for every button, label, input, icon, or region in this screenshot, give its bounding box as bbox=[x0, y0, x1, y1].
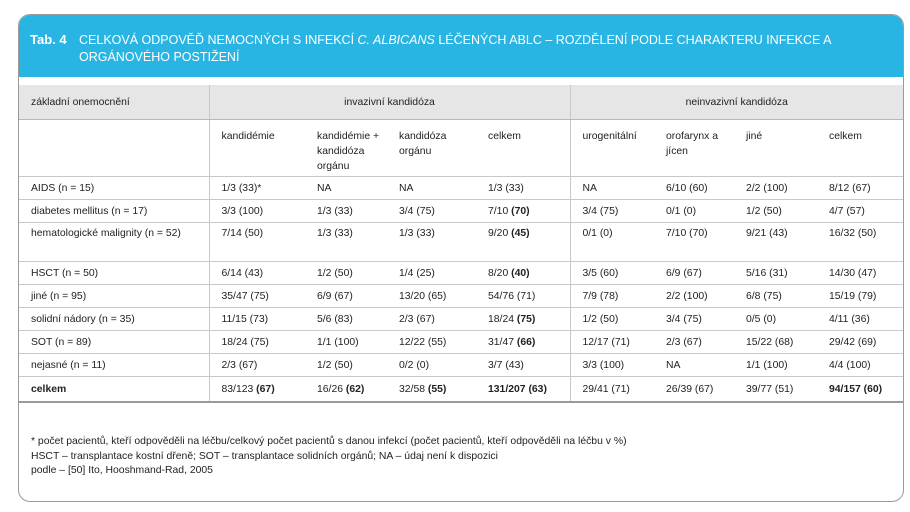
cell-value: 8/12 (67) bbox=[829, 182, 871, 194]
cell-value: 29/42 (69) bbox=[829, 336, 877, 348]
cell-value-bold: (40) bbox=[511, 267, 530, 279]
cell-value: 6/9 (67) bbox=[666, 267, 702, 279]
cell-value-bold: (75) bbox=[516, 313, 536, 325]
cell-value: 4/7 (57) bbox=[829, 205, 865, 217]
cell-value: 32/58 bbox=[399, 383, 428, 395]
cell-value: 2/3 (67) bbox=[399, 313, 435, 325]
total-row bbox=[19, 377, 903, 403]
column-header: kandidóza orgánu bbox=[387, 120, 476, 177]
cell-value-bold: (62) bbox=[345, 383, 365, 395]
cell-value: 11/15 (73) bbox=[221, 313, 269, 325]
table-cell bbox=[209, 223, 305, 262]
table-cell bbox=[570, 377, 654, 403]
table-cell bbox=[654, 200, 734, 223]
cell-value-bold: 131/207 (63) bbox=[488, 383, 547, 395]
cell-value: 18/24 (75) bbox=[221, 336, 269, 348]
row-label: jiné (n = 95) bbox=[19, 285, 209, 308]
column-header: jiné bbox=[734, 120, 817, 177]
table-cell bbox=[209, 354, 305, 377]
cell-value: 29/41 (71) bbox=[582, 383, 630, 395]
cell-value: 4/11 (36) bbox=[829, 313, 870, 325]
cell-value: 5/16 (31) bbox=[746, 267, 788, 279]
cell-value: 6/8 (75) bbox=[746, 290, 782, 302]
table-cell bbox=[570, 285, 654, 308]
row-label: diabetes mellitus (n = 17) bbox=[19, 200, 209, 223]
cell-value-bold: (70) bbox=[511, 205, 530, 217]
table-cell bbox=[654, 177, 734, 200]
row-label: nejasné (n = 11) bbox=[19, 354, 209, 377]
cell-value: 0/5 (0) bbox=[746, 313, 777, 325]
table-cell bbox=[305, 177, 387, 200]
table-cell bbox=[387, 354, 476, 377]
table-cell bbox=[654, 308, 734, 331]
table-cell bbox=[654, 285, 734, 308]
footnote: * počet pacientů, kteří odpověděli na léčbu/celkový počet pacientů s danou infekcí (počet pacientů, kteří odpověděli na léčbu v %) bbox=[31, 436, 627, 447]
table-cell bbox=[570, 308, 654, 331]
table-cell bbox=[305, 262, 387, 285]
cell-value: 2/2 (100) bbox=[746, 182, 788, 194]
table-cell bbox=[209, 308, 305, 331]
cell-value: 6/10 (60) bbox=[666, 182, 708, 194]
table-row bbox=[19, 285, 903, 308]
table-cell bbox=[476, 377, 570, 403]
cell-value: 7/10 bbox=[488, 205, 512, 217]
cell-value: 7/10 (70) bbox=[666, 228, 708, 239]
cell-value: NA bbox=[399, 182, 414, 194]
cell-value: 35/47 (75) bbox=[221, 290, 269, 302]
footnotes bbox=[31, 435, 627, 479]
row-label: SOT (n = 89) bbox=[19, 331, 209, 354]
row-label: solidní nádory (n = 35) bbox=[19, 308, 209, 331]
cell-value: 1/3 (33) bbox=[317, 228, 353, 239]
column-header: kandidémie bbox=[209, 120, 305, 177]
column-header: urogenitální bbox=[570, 120, 654, 177]
table-cell bbox=[209, 331, 305, 354]
cell-value: 26/39 (67) bbox=[666, 383, 714, 395]
header-row-subcolumns bbox=[19, 120, 903, 177]
table-cell bbox=[387, 285, 476, 308]
cell-value: 1/4 (25) bbox=[399, 267, 435, 279]
cell-value: 1/3 (33)* bbox=[221, 182, 262, 194]
table-row bbox=[19, 308, 903, 331]
table-row bbox=[19, 200, 903, 223]
table-cell bbox=[817, 285, 903, 308]
table-cell bbox=[734, 331, 817, 354]
table-cell bbox=[817, 200, 903, 223]
table-row bbox=[19, 354, 903, 377]
table-row bbox=[19, 331, 903, 354]
cell-value: 1/3 (33) bbox=[399, 228, 435, 239]
table-header-bar bbox=[19, 15, 903, 77]
table-cell bbox=[476, 285, 570, 308]
table-row bbox=[19, 223, 903, 262]
table-cell bbox=[817, 308, 903, 331]
column-header: celkem bbox=[476, 120, 570, 177]
cell-value: 0/1 (0) bbox=[666, 205, 697, 217]
cell-value: 9/20 bbox=[488, 228, 512, 239]
header-blank-cell bbox=[19, 120, 209, 177]
cell-value: NA bbox=[582, 182, 597, 194]
cell-value: 1/2 (50) bbox=[317, 267, 353, 279]
table-cell bbox=[305, 308, 387, 331]
cell-value-bold: (66) bbox=[516, 336, 536, 348]
cell-value: 5/6 (83) bbox=[317, 313, 353, 325]
table-cell bbox=[654, 262, 734, 285]
table-cell bbox=[305, 223, 387, 262]
table-cell bbox=[305, 354, 387, 377]
header-row-groups bbox=[19, 85, 903, 120]
cell-value: 0/1 (0) bbox=[582, 228, 613, 239]
table-cell bbox=[570, 262, 654, 285]
cell-value: 4/4 (100) bbox=[829, 359, 871, 371]
table-cell bbox=[570, 223, 654, 262]
table-cell bbox=[476, 200, 570, 223]
table-cell bbox=[209, 177, 305, 200]
cell-value-bold: 94/157 (60) bbox=[829, 383, 883, 395]
table-cell bbox=[209, 262, 305, 285]
table-cell bbox=[570, 200, 654, 223]
cell-value-bold: (45) bbox=[511, 228, 530, 239]
cell-value: 54/76 (71) bbox=[488, 290, 536, 302]
cell-value: 3/4 (75) bbox=[666, 313, 702, 325]
cell-value: 2/3 (67) bbox=[221, 359, 258, 371]
table-cell bbox=[734, 377, 817, 403]
table-cell bbox=[654, 331, 734, 354]
cell-value: 15/22 (68) bbox=[746, 336, 794, 348]
cell-value: NA bbox=[317, 182, 332, 194]
table-cell bbox=[570, 331, 654, 354]
table-cell bbox=[476, 262, 570, 285]
row-label: HSCT (n = 50) bbox=[19, 262, 209, 285]
table-cell bbox=[654, 354, 734, 377]
cell-value: 9/21 (43) bbox=[746, 228, 788, 239]
cell-value: 39/77 (51) bbox=[746, 383, 794, 395]
table-number: Tab. 4 bbox=[30, 32, 67, 47]
table-cell bbox=[387, 262, 476, 285]
table-cell bbox=[570, 354, 654, 377]
cell-value: 1/2 (50) bbox=[746, 205, 782, 217]
table-cell bbox=[734, 354, 817, 377]
cell-value: 1/3 (33) bbox=[488, 182, 524, 194]
cell-value: 13/20 (65) bbox=[399, 290, 447, 302]
cell-value: 12/22 (55) bbox=[399, 336, 447, 348]
cell-value: 16/32 (50) bbox=[829, 228, 877, 239]
table-cell bbox=[476, 177, 570, 200]
table-cell bbox=[476, 354, 570, 377]
cell-value: 6/14 (43) bbox=[221, 267, 264, 279]
table-frame bbox=[18, 14, 904, 502]
cell-value: 7/14 (50) bbox=[221, 228, 264, 239]
cell-value: 1/2 (50) bbox=[582, 313, 619, 325]
group-header-noninvasive: neinvazivní kandidóza bbox=[570, 85, 903, 120]
table-cell bbox=[734, 223, 817, 262]
cell-value: 2/2 (100) bbox=[666, 290, 708, 302]
row-label: hematologické malignity (n = 52) bbox=[19, 223, 209, 262]
cell-value-bold: (67) bbox=[256, 383, 275, 395]
column-header: kandidémie + kandidóza orgánu bbox=[305, 120, 387, 177]
cell-value: 14/30 (47) bbox=[829, 267, 877, 279]
cell-value: 3/4 (75) bbox=[582, 205, 619, 217]
cell-value: 31/47 bbox=[488, 336, 517, 348]
cell-value: 1/2 (50) bbox=[317, 359, 353, 371]
table-cell bbox=[305, 200, 387, 223]
cell-value: 1/3 (33) bbox=[317, 205, 353, 217]
cell-value: 12/17 (71) bbox=[582, 336, 630, 348]
cell-value: 2/3 (67) bbox=[666, 336, 702, 348]
column-header-disease: základní onemocnění bbox=[19, 85, 209, 120]
table-cell bbox=[305, 285, 387, 308]
table-cell bbox=[387, 377, 476, 403]
cell-value: 3/5 (60) bbox=[582, 267, 619, 279]
column-header: celkem bbox=[817, 120, 903, 177]
table-cell bbox=[305, 377, 387, 403]
cell-value: 18/24 bbox=[488, 313, 517, 325]
table-cell bbox=[476, 223, 570, 262]
cell-value: 15/19 (79) bbox=[829, 290, 877, 302]
table-cell bbox=[817, 223, 903, 262]
table-cell bbox=[817, 377, 903, 403]
title-part1: CELKOVÁ ODPOVĚĎ NEMOCNÝCH S INFEKCÍ bbox=[79, 33, 358, 47]
footnote: podle – [50] Ito, Hooshmand-Rad, 2005 bbox=[31, 465, 213, 476]
table-cell bbox=[570, 177, 654, 200]
data-table bbox=[19, 85, 903, 403]
table-title bbox=[79, 32, 879, 66]
table-cell bbox=[209, 377, 305, 403]
cell-value: 83/123 bbox=[221, 383, 257, 395]
table-cell bbox=[654, 223, 734, 262]
cell-value: 3/3 (100) bbox=[221, 205, 264, 217]
cell-value: 6/9 (67) bbox=[317, 290, 353, 302]
cell-value: 0/2 (0) bbox=[399, 359, 430, 371]
table-cell bbox=[734, 262, 817, 285]
cell-value-bold: (55) bbox=[427, 383, 447, 395]
cell-value: 3/4 (75) bbox=[399, 205, 435, 217]
cell-value: 16/26 bbox=[317, 383, 346, 395]
table-cell bbox=[476, 308, 570, 331]
table-cell bbox=[817, 177, 903, 200]
cell-value: NA bbox=[666, 359, 681, 371]
table-cell bbox=[817, 331, 903, 354]
row-label: celkem bbox=[19, 377, 209, 403]
table-cell bbox=[209, 285, 305, 308]
cell-value: 1/1 (100) bbox=[746, 359, 788, 371]
table-row bbox=[19, 177, 903, 200]
table-cell bbox=[387, 200, 476, 223]
table-cell bbox=[387, 308, 476, 331]
table-row bbox=[19, 262, 903, 285]
title-italic: C. ALBICANS bbox=[357, 33, 435, 47]
column-header: orofarynx a jícen bbox=[654, 120, 734, 177]
table-cell bbox=[387, 177, 476, 200]
cell-value: 1/1 (100) bbox=[317, 336, 359, 348]
row-label: AIDS (n = 15) bbox=[19, 177, 209, 200]
table-cell bbox=[387, 223, 476, 262]
table-cell bbox=[476, 331, 570, 354]
table-cell bbox=[734, 200, 817, 223]
cell-value: 3/3 (100) bbox=[582, 359, 625, 371]
table-cell bbox=[734, 285, 817, 308]
table-cell bbox=[734, 308, 817, 331]
cell-value: 7/9 (78) bbox=[582, 290, 619, 302]
footnote: HSCT – transplantace kostní dřeně; SOT – transplantace solidních orgánů; NA – údaj není k dispozici bbox=[31, 450, 498, 462]
group-header-invasive: invazivní kandidóza bbox=[209, 85, 570, 120]
title-part2: LÉČENÝCH ABLC – ROZDĚLENÍ PODLE CHARAKTERU INFEKCE A ORGÁNOVÉHO POSTIŽENÍ bbox=[79, 33, 831, 64]
table-cell bbox=[209, 200, 305, 223]
cell-value: 3/7 (43) bbox=[488, 359, 524, 371]
table-cell bbox=[817, 354, 903, 377]
cell-value: 8/20 bbox=[488, 267, 512, 279]
table-cell bbox=[387, 331, 476, 354]
table-cell bbox=[817, 262, 903, 285]
table-cell bbox=[654, 377, 734, 403]
table-cell bbox=[305, 331, 387, 354]
table-cell bbox=[734, 177, 817, 200]
